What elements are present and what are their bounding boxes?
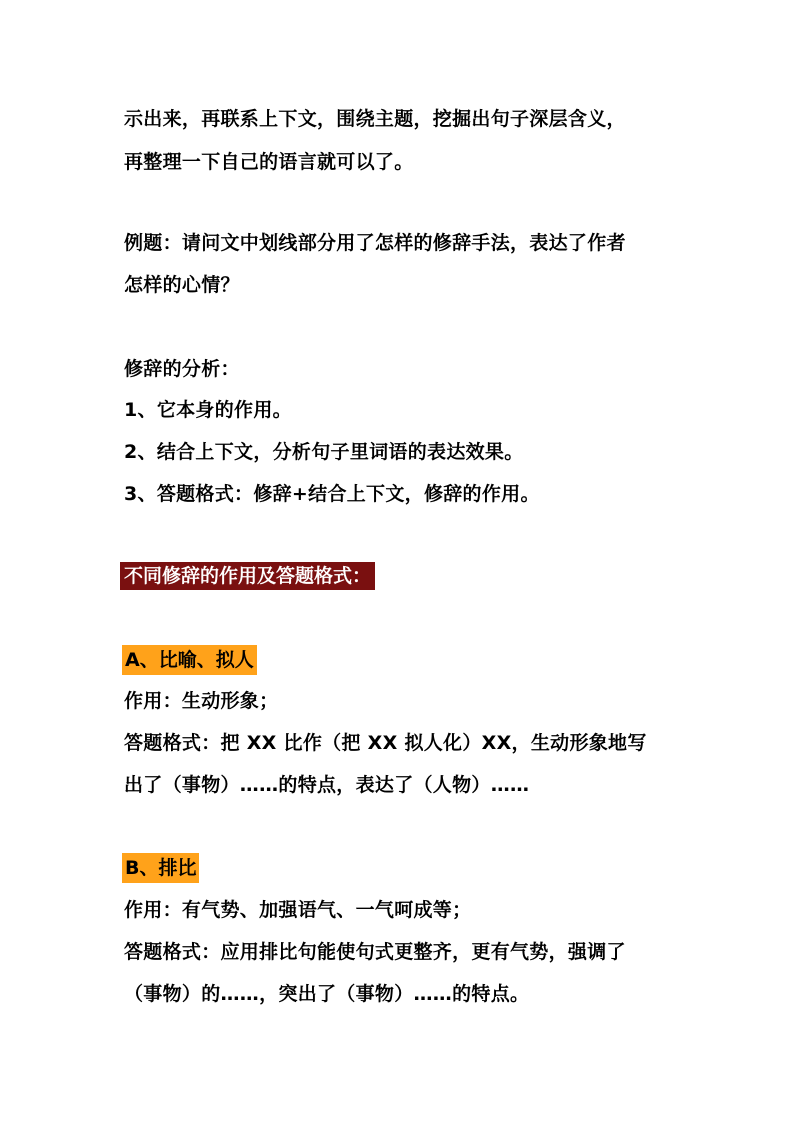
- section-b-format-line-2: （事物）的……，突出了（事物）……的特点。: [124, 983, 530, 1005]
- section-b-format-line-1: 答题格式：应用排比句能使句式更整齐，更有气势，强调了: [124, 941, 626, 963]
- section-a-effect: 作用：生动形象；: [124, 690, 279, 712]
- section-a-format-line-1: 答题格式：把 XX 比作（把 XX 拟人化）XX，生动形象地写: [124, 732, 647, 754]
- analysis-item-2: 2、结合上下文，分析句子里词语的表达效果。: [124, 441, 524, 463]
- section-tag-b: B、排比: [122, 853, 199, 883]
- example-line-1: 例题：请问文中划线部分用了怎样的修辞手法，表达了作者: [124, 232, 626, 254]
- example-line-2: 怎样的心情？: [124, 274, 240, 296]
- section-a-format-line-2: 出了（事物）……的特点，表达了（人物）……: [124, 774, 530, 796]
- section-b-effect: 作用：有气势、加强语气、一气呵成等；: [124, 899, 472, 921]
- analysis-item-1: 1、它本身的作用。: [124, 399, 292, 421]
- section-banner: 不同修辞的作用及答题格式：: [120, 562, 375, 590]
- section-tag-a: A、比喻、拟人: [122, 645, 257, 675]
- analysis-heading: 修辞的分析：: [124, 358, 240, 380]
- analysis-item-3: 3、答题格式：修辞+结合上下文，修辞的作用。: [124, 483, 540, 505]
- intro-line-2: 再整理一下自己的语言就可以了。: [124, 151, 414, 173]
- intro-line-1: 示出来，再联系上下文，围绕主题，挖掘出句子深层含义，: [124, 108, 626, 130]
